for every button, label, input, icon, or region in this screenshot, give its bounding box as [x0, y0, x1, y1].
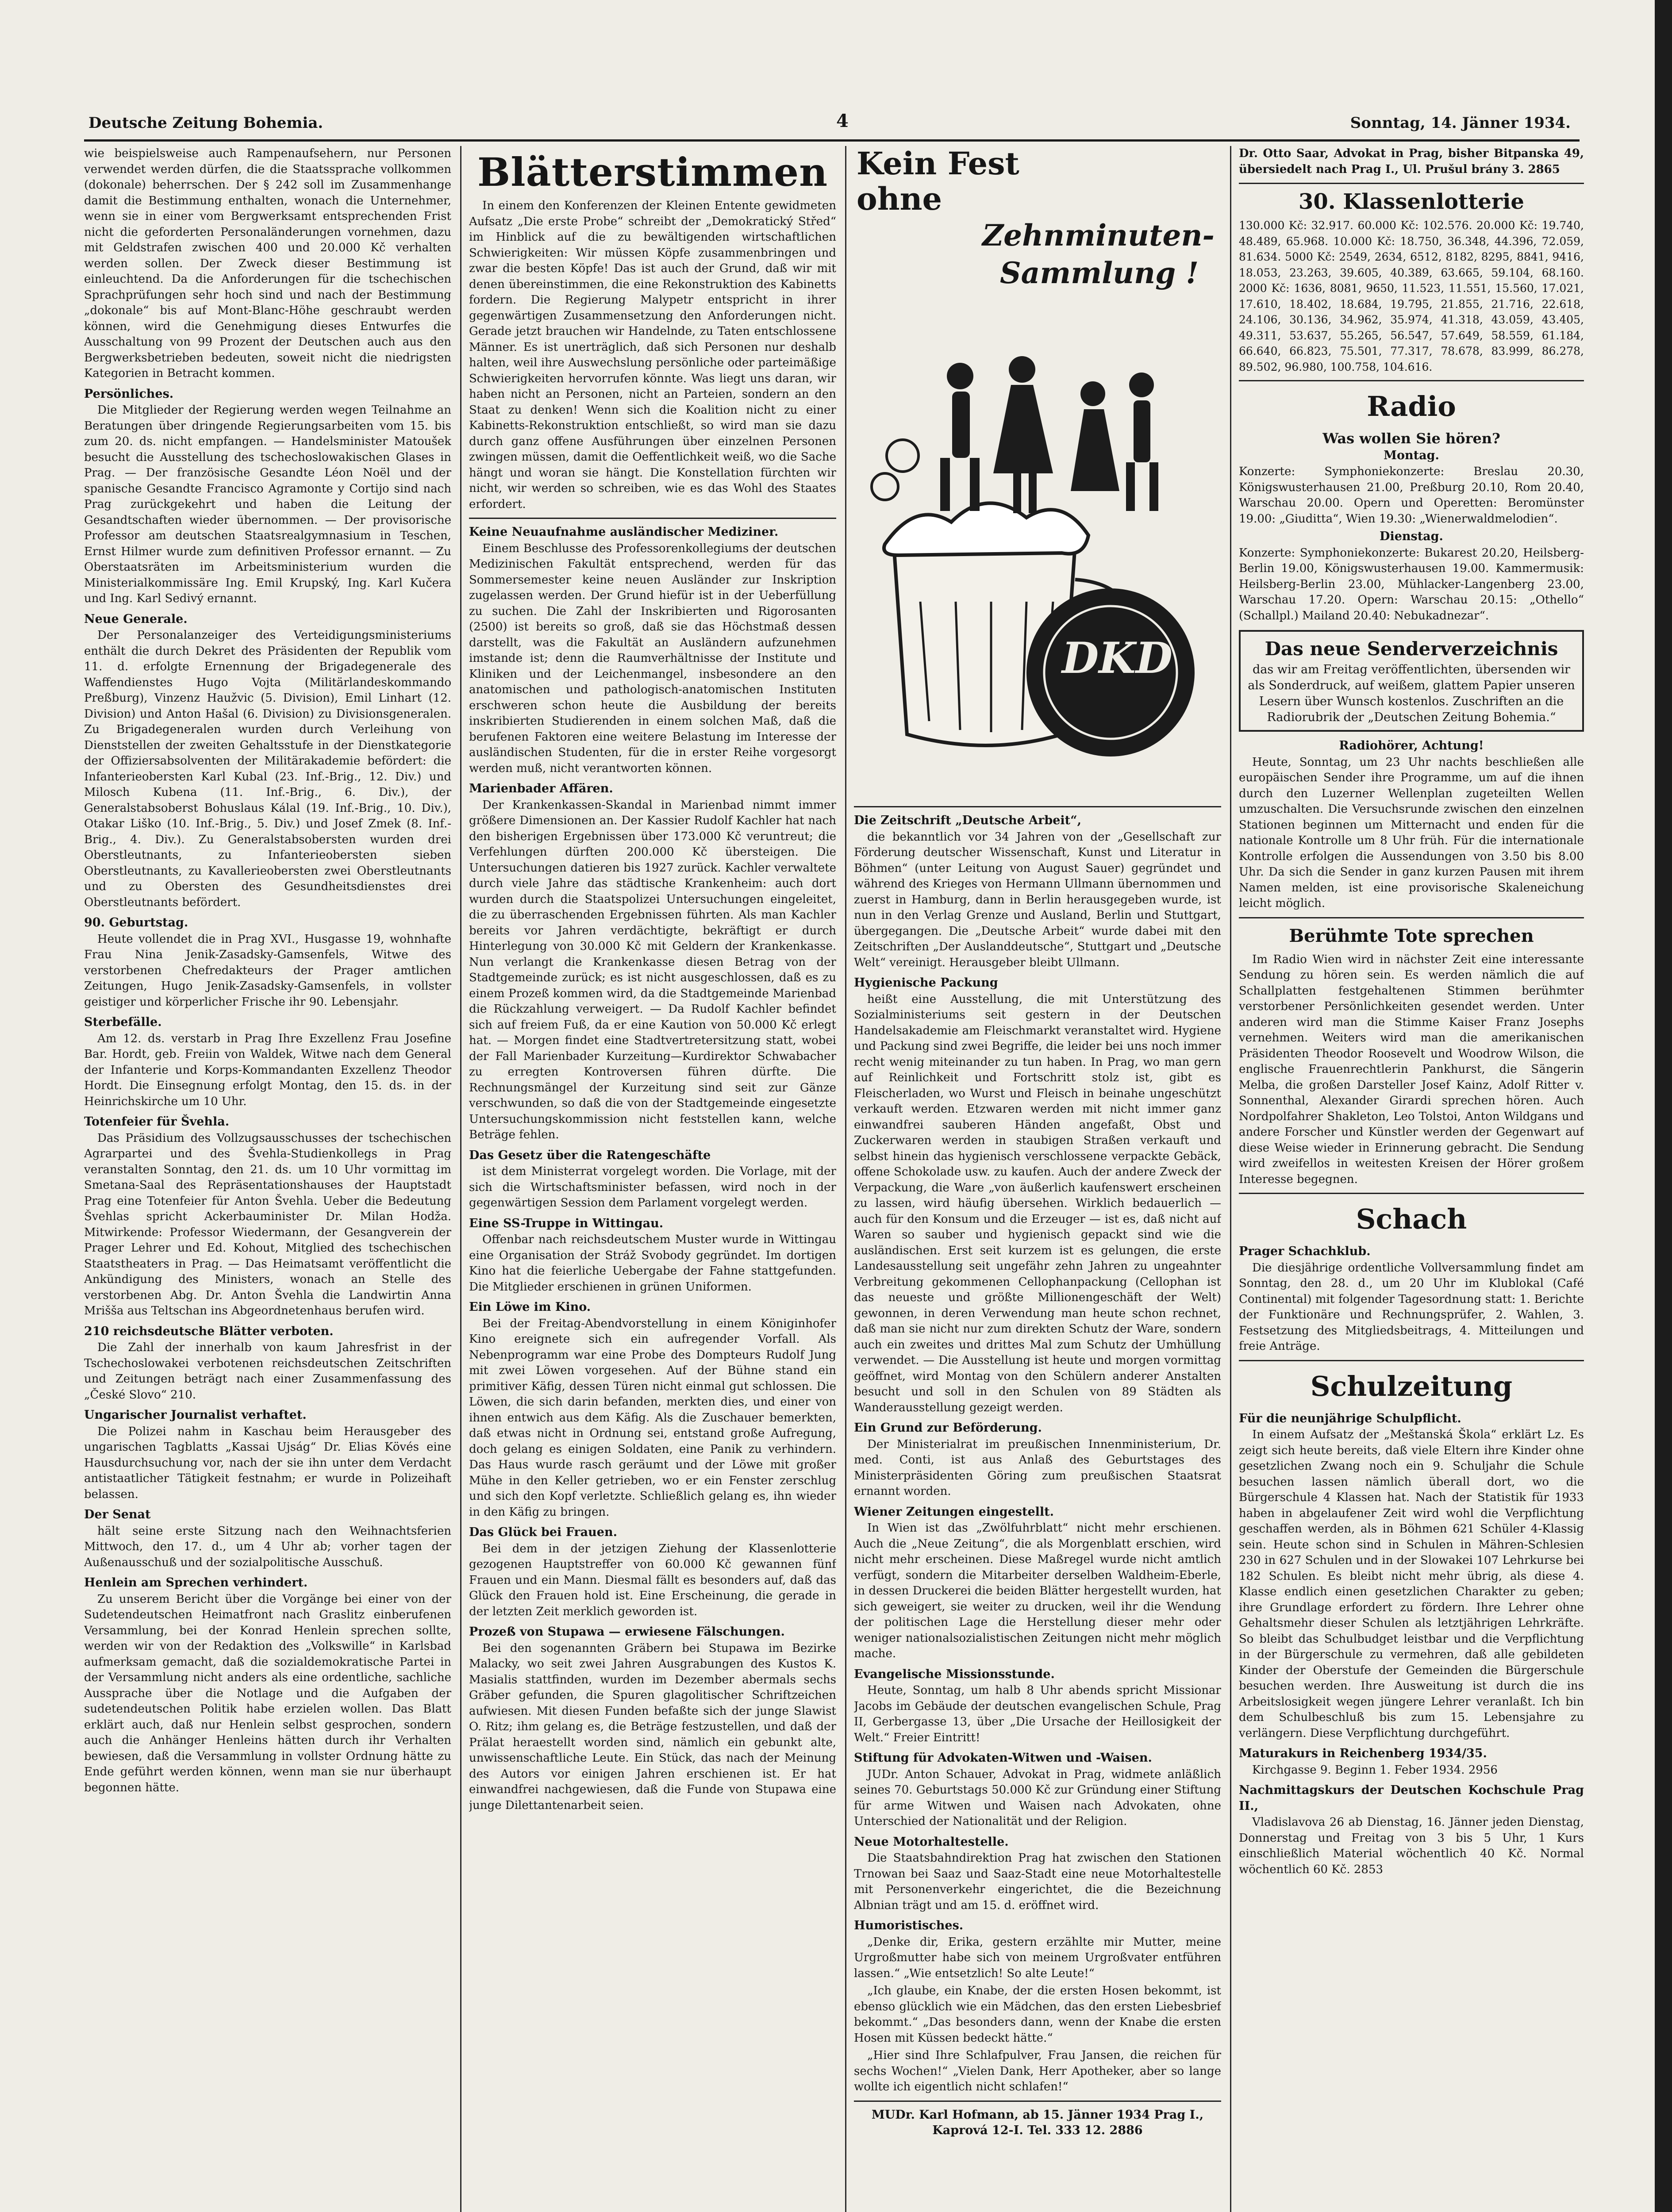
article-text: In einem den Konferenzen der Kleinen Entente gewidmeten Aufsatz „Die erste Probe“ schreibt der „Demokratický Střed“ im Hinblick auf die zu bewältigenden wirtschaftlichen Schwierigkeiten: Wir müssen Köpfe zusammenbringen und zwar die besten Köpfe! Das ist auch der Grund, daß wir mit denen übereinstimmen, die eine Rekonstruktion des Kabinetts fordern. Die Regierung Malypetr entspricht in ihrer gegenwärtigen Zusammensetzung den Anforderungen nicht. Gerade jetzt brauchen wir Handelnde, zu Taten entschlossene Männer. Es ist unerträglich, daß sich Personen nur deshalb halten, weil ihre Auswechslung persönliche oder parteimäßige Schwierigkeiten hervorrufen könnte. Was liegt uns daran, wir haben nicht an Personen, nicht an Parteien, sondern an den Staat zu denken! Wenn sich die Koalition nicht zu einer Kabinetts-Rekonstruktion entschließt, so wird man sie dazu durch ganz offene Ausführungen über einzelnen Personen zwingen müssen, damit die Oeffentlichkeit weiß, wo die Sache hängt und woran sie hängt. Die Konstellation fürchten wir nicht, wir werden so schreiben, wie es das Wohl des Staates erfordert. — [469, 199, 836, 511]
article-heading: 90. Geburtstag. — [84, 916, 188, 929]
article-text: heißt eine Ausstellung, die mit Unterstützung des Sozialministeriums seit gestern in der Deutschen Handelsakademie am Fleischmarkt veranstaltet wird. Hygiene und Packung sind zwei Begriffe, die leider bei uns noch immer recht wenig miteinander zu tun haben. In Prag, wo man gern auf Reinlichkeit und Fortschritt stolz ist, gibt es Fleischerladen, wo Wurst und Fleisch in beinahe ungeschützt verkauft werden. Etzwaren werden mit nicht immer ganz einwandfrei sauberen Händen angefaßt, Obst und Zuckerwaren werden in staubigen Straßen verkauft und selbst hinein das hygienisch verschlossene verpackte Gebäck, offene Schokolade usw. zu kaufen. Auch der andere Zweck der Verpackung, die Ware „von äußerlich kaufenswert erscheinen zu lassen, wird häufig übersehen. Wirklich bedauerlich — auch für den Konsum und die Erzeuger — ist es, daß nicht auf Waren so sauber und hygienisch gepackt sind wie die ausländischen. Erst seit kurzem ist es gelungen, die erste Landesausstellung seit ungefähr zehn Jahren zu ungeahnter Verbreitung gekommenen Cellophanpackung (Cellophan ist das neueste und größte Millionengeschäft der Welt) gewonnen, in deren Verwendung man heute schon rechnet, daß man sie nicht nur zum direkten Schutz der Ware, sondern auch ein zweites und drittes Mal zum Schutz der Umhüllung verwendet. — Die Ausstellung ist heute und morgen vormittag geöffnet, wird Montag von den Schülern anderer Anstalten besucht und soll in den Schulen von 89 Städten als Wanderausstellung gezeigt werden. — [854, 992, 1221, 1414]
article-text: Der Krankenkassen-Skandal in Marienbad nimmt immer größere Dimensionen an. Der Kassier Rudolf Kachler hat nach den bisherigen Ergebnissen über 173.000 Kč veruntreut; die Verfehlungen dürften 200.000 Kč übersteigen. Die Untersuchungen datieren bis 1927 zurück. Kachler verwaltete durch viele Jahre das städtische Krankenheim: auch dort wurden durch die Staatspolizei Untersuchungen eingeleitet, die zu überraschenden Ergebnissen führten. Als man Kachler bereits vor Jahren verdächtigte, bekräftigt er durch Hinterlegung von 30.000 Kč mit Geldern der Krankenkasse. Nun verlangt die Krankenkasse diesen Betrag von der Stadtgemeinde zurück; es ist nicht ausgeschlossen, daß es zu einem Prozeß kommen wird, da die Stadtgemeinde Marienbad die Rückzahlung verweigert. — Da Rudolf Kachler befindet sich auf freiem Fuß, da er eine Kaution von 50.000 Kč erlegt hat. — Morgen findet eine Stadtvertretersitzung statt, wobei der Fall Marienbader Kurzeitung—Kurdirektor Schwabacher zu erregten Kontroversen führen dürfte. Die Rechnungsmängel der Kurzeitung sind seit zur Gänze verschwunden, so daß die von der Stadtgemeinde eingesetzte Untersuchungskommission nicht feststellen kann, welche Beträge fehlen. — [469, 798, 836, 1141]
column-3 — [854, 146, 1221, 2212]
article-heading: Evangelische Missionsstunde. — [854, 1667, 1055, 1681]
article-heading: Wiener Zeitungen eingestellt. — [854, 1505, 1054, 1519]
article-heading: Neue Generale. — [84, 612, 188, 626]
column-1 — [84, 146, 451, 2212]
column-divider — [845, 146, 846, 2212]
article-text: Kirchgasse 9. Beginn 1. Feber 1934. 2956 — [1252, 1763, 1498, 1777]
article-text: Im Radio Wien wird in nächster Zeit eine interessante Sendung zu hören sein. Es werden nämlich die auf Schallplatten festgehaltenen Stimmen berühmter verstorbener Persönlichkeiten gesendet werden. Unter anderen wird man die Stimme Kaiser Franz Josephs vernehmen. Weiters wird man die amerikanischen Präsidenten Theodor Roosevelt und Woodrow Wilson, die englische Frauenrechtlerin Pankhurst, die Sängerin Melba, die großen Darsteller Josef Kainz, Adolf Ritter v. Sonnenthal, Alexander Girardi sprechen hören. Auch Nordpolfahrer Shakleton, Leo Tolstoi, Anton Wildgans und andere Forscher und Künstler werden der Gegenwart auf diese Weise wieder in Erinnerung gebracht. Die Sendung wird zweifellos in weitesten Kreisen der Hörer großem Interesse begegnen. — [1239, 952, 1584, 1186]
article-text: Bei der Freitag-Abendvorstellung in einem Königinhofer Kino ereignete sich ein aufregender Vorfall. Als Nebenprogramm war eine Probe des Dompteurs Rudolf Jung mit zwei Löwen vorgesehen. Auf der Bühne stand ein primitiver Käfig, dessen Türen nicht einmal gut schlossen. Die Löwen, die sich darin befanden, merkten dies, und einer von ihnen entwich aus dem Käfig. Als die Zuschauer bemerkten, daß etwas nicht in Ordnung sei, entstand große Aufregung, doch gelang es einigen Soldaten, eine Panik zu verhindern. Das Haus wurde rasch geräumt und der Löwe mit großer Mühe in den Keller getrieben, wo er ein Fenster zerschlug und sich den Kopf verletzte. Schließlich gelang es, ihn wieder in den Käfig zu bringen. — [469, 1317, 836, 1519]
article-text: Der Personalanzeiger des Verteidigungsministeriums enthält die durch Dekret des Präsidenten der Republik vom 11. d. erfolgte Ernennung der Brigadegenerale des Waffendienstes Hugo Vojta (Militärlandeskommando Preßburg), Vinzenz Haužvic (5. Division), Emil Linhart (12. Division) und Anton Hašal (6. Division) zu Divisionsgeneralen. Zu Brigadegeneralen wurden durch Verleihung von Dienststellen der zweiten Gehaltsstufe in der Dienstkategorie der Offiziersabsolventen der Militärakademie befördert: die Infanterieobersten Karl Kubal (23. Inf.-Brig., 12. Div.) und Milosch Kubena (11. Inf.-Brig., 6. Div.), der Generalstabsoberst Bohuslaus Kálal (19. Inf.-Brig., 10. Div.), Otakar Liško (10. Inf.-Brig., 5. Div.) und Josef Zmek (8. Inf.-Brig., 4. Div.). Zu Generalstabsobersten wurden drei Oberstleutnants, zu Infanterieobersten sieben Oberstleutnants, zu Kavallerieobersten zwei Oberstleutnants und zu Obersten des Gesundheitsdienstes drei Oberstleutnants befördert. — [84, 629, 451, 909]
article-heading: Nachmittagskurs der Deutschen Kochschule Prag II., — [1239, 1783, 1584, 1813]
section-title-radio: Radio — [1367, 390, 1456, 422]
article-heading: Ein Grund zur Beförderung. — [854, 1421, 1042, 1435]
dkd-emblem-text: DKD — [1062, 633, 1172, 683]
article-heading: Eine SS-Truppe in Wittingau. — [469, 1216, 664, 1230]
article-heading: Neue Motorhaltestelle. — [854, 1835, 1009, 1849]
date-line: Sonntag, 14. Jänner 1934. — [1350, 114, 1571, 132]
page-number: 4 — [836, 111, 849, 131]
ad-headline-2: ohne — [857, 180, 942, 217]
column-2 — [469, 146, 836, 2212]
section-rule — [854, 806, 1221, 807]
article-text: Bei den sogenannten Gräbern bei Stupawa im Bezirke Malacky, wo seit zwei Jahren Ausgrabungen des Kustos K. Masialis stattfinden, wurden im Dezember abermals sechs Gräber gefunden, die Spuren glagolitischer Schriftzeichen aufwiesen. Mit diesen Funden befaßte sich der junge Slawist O. Ritz; ihm gelang es, die Beträge festzustellen, und daß der Prälat heraestellt worden sind, nämlich ein gebunkt alte, unwissenschaftliche Leute. Ein Stück, das nach der Meinung des Autors vor einigen Jahren erschienen ist. Er hat einwandfrei nachgewiesen, daß die Funde von Stupawa eine junge Dilettantenarbeit seien. — [469, 1641, 836, 1812]
article-text: Die Polizei nahm in Kaschau beim Herausgeber des ungarischen Tagblatts „Kassai Ujság“ Dr. Elias Kövés eine Hausdurchsuchung vor, nach der sie ihn unter dem Verdacht antistaatlicher Tätigkeit festnahm; er wurde in Polizeihaft belassen. — [84, 1425, 451, 1501]
article-heading: Totenfeier für Švehla. — [84, 1115, 230, 1129]
article-text: In einem Aufsatz der „Meštanská Škola“ erklärt Lz. Es zeigt sich heute bereits, daß viele Eltern ihre Kinder ohne gesetzlichen Zwang noch ein 9. Schuljahr die Schule besuchen lassen nämlich überall dort, wo die Bürgerschule 4 Klassen hat. Nach der Statistik für 1933 haben in abgelaufener Zeit wird wohl die Verpflichtung geschaffen werden, als in Böhmen 621 Schüler 4-Klassig sein. Heute schon sind in Schulen in Mähren-Schlesien 230 in 627 Schulen und in der Slowakei 107 Lehrkurse bei 182 Schulen. Es bleibt nicht mehr übrig, als diese 4. Klasse endlich einen gesetzlichen Charakter zu geben; ihre Grundlage erfordert zu fördern. Ihre Lehrer ohne Gehaltsmehr dieser Schulen als letztjährigen Lehrkräfte. So bleibt das Schulbudget leistbar und die Verpflichtung in der Bürgerschule zu vermehren, daß alle gebildeten Kinder der Oberstufe der Gemeinden die Bürgerschule besuchen werden. Ihre Ausweitung ist durch die ins Arbeitslosigkeit wegen jüngere Lehrer veranlaßt. Ich bin dem Schulbeschluß bis zum 15. Lebensjahre zu verlängern. Diese Verpflichtung durchgeführt. — [1239, 1428, 1584, 1740]
article-text: In Wien ist das „Zwölfuhrblatt“ nicht mehr erschienen. Auch die „Neue Zeitung“, die als Morgenblatt erschien, wird nicht mehr erscheinen. Diese Maßregel wurde nicht amtlich verfügt, sondern die Mitarbeiter derselben Waldheim-Eberle, in dessen Druckerei die beiden Blätter hergestellt wurden, hat sich geweigert, sie weiter zu drucken, weil ihr die Wendung der politischen Lage die Herstellung dieser mehr oder weniger nationalsozialistischen Zeitungen nicht mehr möglich mache. — [854, 1521, 1221, 1660]
radio-program: Konzerte: Symphoniekonzerte: Breslau 20.30, Königswusterhausen 21.00, Preßburg 20.10, Rom 20.40, Warschau 20.00. Opern und Operetten: Beromünster 19.00: „Giuditta“, Wien 19.30: „Wienerwaldmelodien“. — [1239, 465, 1584, 526]
article-text: Offenbar nach reichsdeutschem Muster wurde in Wittingau eine Organisation der Stráž Svobody gegründet. Im dortigen Kino hat die feierliche Uebergabe der Fahne stattgefunden. Die Mitglieder erschienen in grünen Uniformen. — [469, 1233, 836, 1294]
senderverzeichnis-box — [1239, 630, 1584, 732]
article-text: Einem Beschlusse des Professorenkollegiums der deutschen Medizinischen Fakultät entsprechend, werden für das Sommersemester keine neuen Ausländer zur Inskription zugelassen werden. Der Grund hiefür ist in der Ueberfüllung zu suchen. Die Zahl der Inskribierten und Rigorosanten (2500) ist bereits so groß, daß sie das Höchstmaß dessen darstellt, was die Fakultät an Ausländern aufzunehmen imstande ist; denn die Raumverhältnisse der Institute und Kliniken und der Leichenmangel, insbesondere an den anatomischen und pathologisch-anatomischen Instituten erschweren schon heute die Ausbildung der bereits inskribierten Studierenden in einem solchen Maß, daß die berufenen Faktoren eine weitere Belastung im Interesse der ausländischen Studenten, für die in erster Reihe vorgesorgt werden muß, nicht verantworten können. — [469, 541, 836, 775]
section-title-lottery: 30. Klassenlotterie — [1299, 189, 1524, 214]
article-text: Die diesjährige ordentliche Vollversammlung findet am Sonntag, den 28. d., um 20 Uhr im Klublokal (Café Continental) mit folgender Tagesordnung statt: 1. Berichte der Funktionäre und Rechnungsprüfer, 2. Wahlen, 3. Festsetzung des Mitgliedsbeitrags, 4. Mitteilungen und freie Anträge. — [1239, 1261, 1584, 1353]
advertisement-zehnminuten-sammlung — [854, 146, 1221, 801]
article-heading: Ungarischer Journalist verhaftet. — [84, 1408, 307, 1422]
section-title-schulzeitung: Schulzeitung — [1310, 1370, 1513, 1402]
article-text: Die Staatsbahndirektion Prag hat zwischen den Stationen Trnowan bei Saaz und Saaz-Stadt eine neue Motorhaltestelle mit Personenverkehr eingerichtet, die die Bezeichnung Albnian trägt und am 15. d. eröffnet wird. — [854, 1851, 1221, 1912]
article-heading: Prozeß von Stupawa — erwiesene Fälschungen. — [469, 1625, 785, 1639]
box-title: Das neue Senderverzeichnis — [1265, 638, 1558, 660]
article-text: Der Ministerialrat im preußischen Innenministerium, Dr. med. Conti, ist aus Anlaß des Geburtstages des Ministerpräsidenten Göring zum preußischen Staatsrat ernannt worden. — [854, 1437, 1221, 1498]
article-text: Das Präsidium des Vollzugsausschusses der tschechischen Agrarpartei und des Švehla-Studienkollegs in Prag veranstalten Sonntag, den 21. ds. um 10 Uhr vormittag im Smetana-Saal des Repräsentationshauses der Hauptstadt Prag eine Totenfeier für Anton Švehla. Ueber die Bedeutung Švehlas spricht Ackerbauminister Dr. Milan Hodža. Mitwirkende: Professor Wiedermann, der Gesangverein der Prager Lehrer und Ed. Kohout, Mitglied des tschechischen Staatstheaters in Prag. — Das Heimatsamt veröffentlicht die Ankündigung des Ministers, wonach an Stelle des verstorbenen Abg. Dr. Anton Švehla die Landwirtin Anna Mrišša aus Teltschan ins Abgeordnetenhaus berufen wird. — [84, 1131, 451, 1317]
ad-slogan: Zehnminuten- — [982, 218, 1215, 253]
dancers-icon — [872, 356, 1158, 513]
article-heading: Das Glück bei Frauen. — [469, 1525, 617, 1539]
header-rule — [84, 139, 1580, 142]
article-text: Die Mitglieder der Regierung werden wegen Teilnahme an Beratungen über dringende Regierungsarbeiten vom 15. bis zum 20. ds. nicht empfangen. — Handelsminister Matoušek besucht die Ausstellung des tschechoslowakischen Glases in Prag. — Der französische Gesandte Léon Noël und der spanische Gesandte Francisco Agramonte y Cortijo sind nach Prag zurückgekehrt und haben die Leitung der Gesandtschaften wieder übernommen. — Der provisorische Professor am deutschen Staatsrealgymnasium in Teschen, Ernst Hilmer wurde zum definitiven Professor ernannt. — Zu Oberstaatsräten im Arbeitsministerium wurden die Ministerialkommissäre Ing. Emil Krupský, Ing. Karl Kučera und Ing. Karl Sedivý ernannt. — [84, 403, 451, 605]
masthead-left: Deutsche Zeitung Bohemia. — [88, 114, 323, 132]
article-heading: Sterbefälle. — [84, 1015, 162, 1029]
article-heading: Hygienische Packung — [854, 976, 998, 990]
article-text: Bei dem in der jetzigen Ziehung der Klassenlotterie gezogenen Hauptstreffer von 60.000 Kč gewannen fünf Frauen und ein Mann. Diesmal fällt es besonders auf, daß das Glück den Frauen hold ist. Eine Erscheinung, die gerade in der letzten Zeit merklich geworden ist. — [469, 1542, 836, 1618]
article-heading: Die Zeitschrift „Deutsche Arbeit“, — [854, 814, 1082, 827]
section-rule — [469, 518, 836, 519]
scan-edge — [1655, 0, 1672, 2212]
article-text: Vladislavova 26 ab Dienstag, 16. Jänner jeden Dienstag, Donnerstag und Freitag von 3 bis 5 Uhr, 1 Kurs einschließlich Material wöchentlich 40 Kč. Normal wöchentlich 60 Kč. 2853 — [1239, 1816, 1584, 1876]
radio-program: Konzerte: Symphoniekonzerte: Bukarest 20.20, Heilsberg-Berlin 19.00, Königswusterhausen 19.00. Kammermusik: Heilsberg-Berlin 23.00, Mühlacker-Langenberg 23.00, Warschau 17.20. Opern: Warschau 20.15: „Othello“ (Schallpl.) Mailand 20.40: Nebukadnezar“. — [1239, 546, 1584, 622]
article-text: „Denke dir, Erika, gestern erzählte mir Mutter, meine Urgroßmutter habe sich von meinem Urgroßvater entführen lassen.“ „Wie entsetzlich! So alte Leute!“ — [854, 1935, 1221, 1980]
article-text: „Ich glaube, ein Knabe, der die ersten Hosen bekommt, ist ebenso glücklich wie ein Mädchen, das den ersten Liebesbrief bekommt.“ „Das besonders dann, wenn der Knabe die ersten Hosen mit Küssen bedeckt hätte.“ — [854, 1984, 1221, 2045]
section-title-schach: Schach — [1356, 1203, 1467, 1235]
article-heading: Maturakurs in Reichenberg 1934/35. — [1239, 1747, 1487, 1760]
article-text: ist dem Ministerrat vorgelegt worden. Die Vorlage, mit der sich die Wirtschaftsminister befassen, wird noch in der gegenwärtigen Session dem Parlament vorgelegt werden. — [469, 1165, 836, 1210]
article-text: Am 12. ds. verstarb in Prag Ihre Exzellenz Frau Josefine Bar. Hordt, geb. Freiin von Waldek, Witwe nach dem General der Infanterie und Korps-Kommandanten Exzellenz Theodor Hordt. Die Einsegnung erfolgt Montag, den 15. ds. in der Heinrichskirche um 10 Uhr. — [84, 1032, 451, 1108]
article-text: hält seine erste Sitzung nach den Weihnachtsferien Mittwoch, den 17. d., um 4 Uhr ab; vorher tagen der Außenausschuß und der sozialpolitische Ausschuß. — [84, 1524, 451, 1569]
section-rule — [1239, 380, 1584, 381]
column-divider — [460, 146, 461, 2212]
article-heading: Humoristisches. — [854, 1919, 964, 1932]
lottery-results: 130.000 Kč: 32.917. 60.000 Kč: 102.576. 20.000 Kč: 19.740, 48.489, 65.968. 10.000 Kč: 18.750, 36.348, 44.396, 72.059, 81.634. 5000 Kč: 2549, 2634, 6512, 8182, 8295, 8841, 9416, 18.053, 23.263, 39.605, 40.389, 63.665, 59.104, 68.160. 2000 Kč: 1636, 8081, 9650, 11.523, 11.551, 15.560, 17.021, 17.610, 18.402, 18.684, 19.795, 21.855, 21.716, 22.618, 24.106, 30.136, 34.962, 35.974, 41.318, 43.059, 43.405, 49.311, 53.637, 55.265, 56.547, 57.649, 58.559, 61.184, 66.640, 66.823, 75.501, 77.317, 78.678, 83.999, 86.278, 89.502, 96.980, 100.758, 104.616. — [1239, 219, 1584, 373]
article-text: Heute vollendet die in Prag XVI., Husgasse 19, wohnhafte Frau Nina Jenik-Zasadsky-Gamsenfels, Witwe des verstorbenen Chefredakteurs der Prager amtlichen Zeitungen, Hugo Jenik-Zasadsky-Gamsenfels, in vollster geistiger und körperlicher Frische ihr 90. Lebensjahr. — [84, 932, 451, 1009]
article-heading: Prager Schachklub. — [1239, 1244, 1371, 1258]
article-heading: Radiohörer, Achtung! — [1339, 739, 1484, 753]
article-heading: Stiftung für Advokaten-Witwen und -Waisen. — [854, 1751, 1152, 1765]
classified-ad: Dr. Otto Saar, Advokat in Prag, bisher Bitpanska 49, übersiedelt nach Prag I., Ul. Prušul brány 3. 2865 — [1239, 147, 1584, 176]
article-heading: Marienbader Affären. — [469, 782, 613, 795]
article-heading: Ein Löwe im Kino. — [469, 1300, 591, 1314]
article-heading: Das Gesetz über die Ratengeschäfte — [469, 1148, 711, 1162]
article-heading: Der Senat — [84, 1508, 151, 1521]
article-heading: Keine Neuaufnahme ausländischer Mediziner. — [469, 525, 779, 539]
radio-subtitle: Was wollen Sie hören? — [1322, 430, 1500, 447]
section-rule — [1239, 917, 1584, 918]
section-rule — [1239, 1193, 1584, 1194]
article-text: Die Zahl der innerhalb von kaum Jahresfrist in der Tschechoslowakei verbotenen reichsdeutschen Zeitschriften und Zeitungen beträgt nach einer Zusammenfassung des „České Slovo“ 210. — [84, 1341, 451, 1402]
classified-ad: MUDr. Karl Hofmann, ab 15. Jänner 1934 Prag I., Kaprová 12-I. Tel. 333 12. 2886 — [871, 2108, 1204, 2137]
article-heading: 210 reichsdeutsche Blätter verboten. — [84, 1324, 334, 1338]
article-text: JUDr. Anton Schauer, Advokat in Prag, widmete anläßlich seines 70. Geburtstags 50.000 Kč zur Gründung einer Stiftung für arme Witwen und Waisen nach Advokaten, ohne Unterschied der Nationalität und der Religion. — [854, 1767, 1221, 1828]
section-rule — [1239, 183, 1584, 184]
radio-day: Montag. — [1384, 448, 1439, 462]
article-text: wie beispielsweise auch Rampenaufsehern, nur Personen verwendet werden dürfen, die die Staatssprache vollkommen (dokonale) beherrschen. Der § 242 soll im Zusammenhange damit die Bestimmung enthalten, wonach die Unternehmer, wenn sie in einer vom Bergwerksamt entsprechenden Frist nicht die geforderten Personaländerungen vornehmen, dazu mit Geldstrafen zwischen 400 und 20.000 Kč verhalten werden sollen. Der Zweck dieser Bestimmung ist einleuchtend. Da die Anforderungen für die tschechischen Sprachprüfungen sehr hoch sind und nach der Bestimmung „dokonale“ bis auf Mont-Blanc-Höhe geschraubt werden können, wird die Genehmigung dieses Entwurfes die Ausschaltung von 99 Prozent der Deutschen auch aus den Bergwerksbetrieben bedeuten, soweit nicht die niedrigsten Kategorien in Betracht kommen. — [84, 147, 451, 380]
radio-day: Dienstag. — [1380, 530, 1443, 543]
article-heading-large: Berühmte Tote sprechen — [1289, 925, 1534, 946]
article-text: „Hier sind Ihre Schlafpulver, Frau Jansen, die reichen für sechs Wochen!“ „Vielen Dank, Herr Apotheker, aber so lange wollte ich eigentlich nicht schlafen!“ — [854, 2049, 1221, 2093]
column-4 — [1239, 146, 1584, 2212]
box-text: das wir am Freitag veröffentlichten, übersenden wir als Sonderdruck, auf weißem, glattem Papier unseren Lesern über Wunsch kostenlos. Zuschriften an die Radiorubrik der „Deutschen Zeitung Bohemia.“ — [1248, 663, 1575, 724]
article-heading: Henlein am Sprechen verhindert. — [84, 1576, 308, 1590]
article-text: Heute, Sonntag, um halb 8 Uhr abends spricht Missionar Jacobs im Gebäude der deutschen evangelischen Schule, Prag II, Gerbergasse 13, über „Die Ursache der Heillosigkeit der Welt.“ Freier Eintritt! — [854, 1684, 1221, 1744]
article-text: Heute, Sonntag, um 23 Uhr nachts beschließen alle europäischen Sender ihre Programme, um auf die ihnen durch den Luzerner Wellenplan zugeteilten Wellen umzuschalten. Die Versuchsrunde zwischen den einzelnen Stationen beginnen um Mitternacht und enden für die nationale Kontrolle um 8 Uhr früh. Für die internationale Kontrolle erfolgen die Aussendungen von 3.50 bis 8.00 Uhr. Da sich die Sender in ganz kurzen Pausen mit ihrem Namen melden, ist eine provisorische Skaleneichung leicht möglich. — [1239, 755, 1584, 910]
article-heading: Persönliches. — [84, 387, 174, 401]
article-text: die bekanntlich vor 34 Jahren von der „Gesellschaft zur Förderung deutscher Wissenschaft, Kunst und Literatur in Böhmen“ (unter Leitung von August Sauer) gegründet und während des Krieges von Hermann Ullmann übernommen und zuerst in Hamburg, dann in Berlin herausgegeben wurde, ist nun in den Verlag Grenze und Ausland, Berlin und Stuttgart, übergegangen. Die „Deutsche Arbeit“ wurde dabei mit den Zeitschriften „Der Auslanddeutsche“, Stuttgart und „Deutsche Welt“ vereinigt. Herausgeber bleibt Ullmann. — [854, 830, 1221, 969]
page-header — [88, 111, 1571, 137]
section-rule — [1239, 1360, 1584, 1361]
ad-headline: Kein Fest — [857, 146, 1019, 182]
section-title-blaetterstimmen: Blätterstimmen — [477, 149, 828, 195]
ad-slogan-2: Sammlung ! — [1000, 256, 1199, 290]
column-divider — [1230, 146, 1231, 2212]
section-rule — [854, 2101, 1221, 2102]
article-heading: Für die neunjährige Schulpflicht. — [1239, 1411, 1461, 1425]
article-text: Zu unserem Bericht über die Vorgänge bei einer von der Sudetendeutschen Heimatfront nach Graslitz einberufenen Versammlung, bei der Konrad Henlein sprechen sollte, werden wir von der Redaktion des „Volkswille“ in Karlsbad aufmerksam gemacht, daß die sozialdemokratische Partei in der Versammlung nicht anders als eine ordentliche, sachliche Aussprache über die Notlage und die Aufgaben der sudetendeutschen Politik habe erzielen wollen. Das Blatt erklärt auch, daß nur Henlein selbst gesprochen, sondern auch die Anhänger Henleins hätten durch ihr Verhalten bewiesen, daß die Versammlung in vollster Ordnung hätte zu Ende geführt werden können, wenn man sie nur überhaupt begonnen hätte. — [84, 1592, 451, 1794]
